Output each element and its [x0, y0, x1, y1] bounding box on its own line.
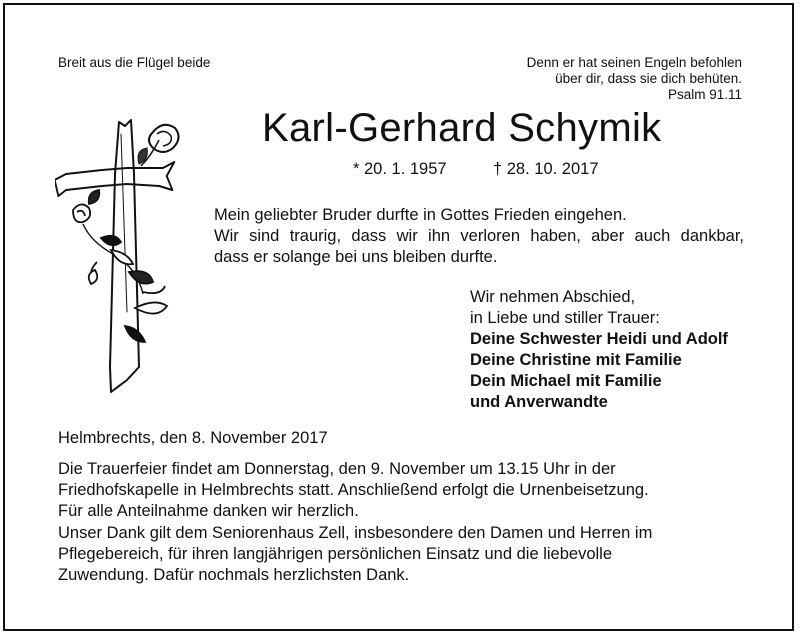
funeral-info: [58, 459, 649, 501]
mourners-intro-line: Wir nehmen Abschied,: [470, 288, 636, 306]
mourner-name: Deine Christine mit Familie: [470, 351, 682, 369]
verse-right: [442, 55, 742, 103]
mourner-name: Deine Schwester Heidi und Adolf: [470, 330, 728, 348]
statement-line: Mein geliebter Bruder durfte in Gottes Frieden eingehen.: [214, 206, 627, 224]
funeral-line: Die Trauerfeier findet am Donnerstag, den 9. November um 13.15 Uhr in der: [58, 460, 616, 478]
statement-line: dass er solange bei uns bleiben durfte.: [214, 248, 498, 266]
thanks-line: Zuwendung. Dafür nochmals herzlichsten Dank.: [58, 566, 410, 584]
verse-left: [58, 55, 210, 71]
mourners-intro: [470, 287, 660, 329]
thanks-long: [58, 523, 652, 586]
mourner-name: und Anverwandte: [470, 393, 608, 411]
statement: [214, 205, 744, 268]
verse-right-line: Denn er hat seinen Engeln befohlen: [526, 55, 742, 70]
death-date: † 28. 10. 2017: [493, 160, 599, 178]
thanks-line: Pflegebereich, für ihren langjährigen persönlichen Einsatz und die liebevolle: [58, 545, 613, 563]
verse-source: Psalm 91.11: [667, 87, 742, 102]
place-date: Helmbrechts, den 8. November 2017: [58, 429, 328, 447]
mourners-list: [470, 329, 728, 413]
verse-left-text: Breit aus die Flügel beide: [58, 55, 211, 70]
thanks-short: Für alle Anteilnahme danken wir herzlich.: [58, 502, 359, 520]
thanks-line: Unser Dank gilt dem Seniorenhaus Zell, insbesondere den Damen und Herren im: [58, 524, 653, 542]
mourner-name: Dein Michael mit Familie: [470, 372, 662, 390]
cross-with-roses-illustration: [55, 112, 185, 400]
birth-date: * 20. 1. 1957: [353, 160, 447, 178]
funeral-line: Friedhofskapelle in Helmbrechts statt. Anschließend erfolgt die Urnenbeisetzung.: [58, 481, 649, 499]
mourners-intro-line: in Liebe und stiller Trauer:: [470, 309, 660, 327]
deceased-name: Karl-Gerhard Schymik: [262, 106, 662, 150]
verse-right-line: über dir, dass sie dich behüten.: [555, 71, 742, 86]
statement-line: Wir sind traurig, dass wir ihn verloren haben, aber auch dankbar,: [214, 227, 744, 245]
